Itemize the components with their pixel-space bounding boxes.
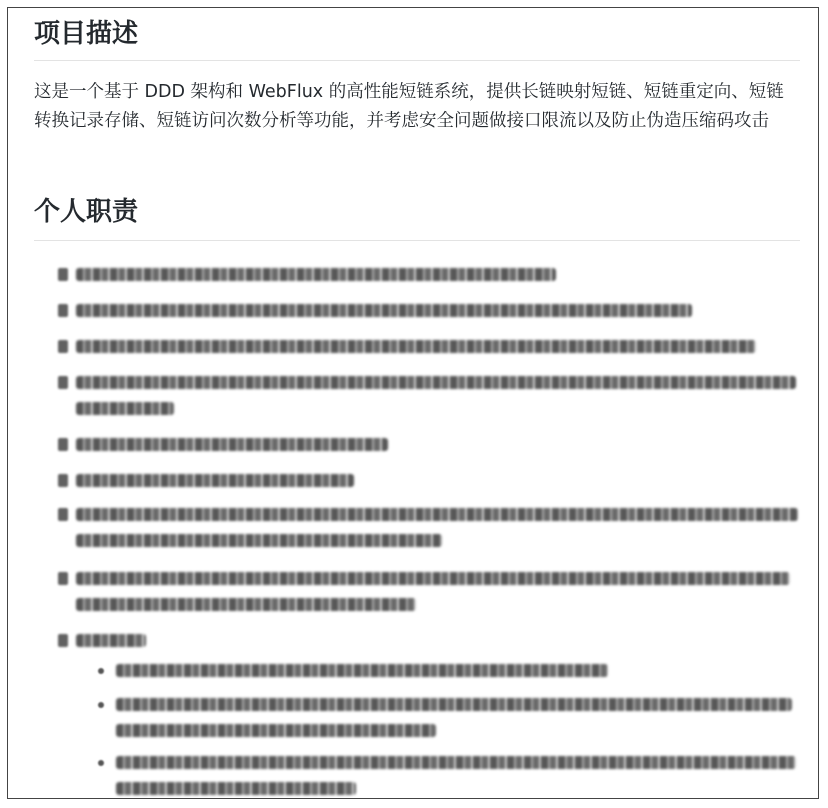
list-item-line	[76, 268, 556, 281]
list-item-line	[116, 756, 796, 769]
list-item-line	[76, 402, 174, 415]
list-number	[58, 340, 68, 353]
sub-bullet	[98, 668, 104, 674]
list-number	[58, 572, 68, 585]
list-item-line	[76, 438, 388, 451]
project-description-heading: 项目描述	[34, 19, 139, 49]
list-item-line	[76, 634, 146, 647]
list-number	[58, 376, 68, 389]
list-item-line	[76, 376, 796, 389]
list-item-line	[76, 508, 798, 521]
list-item-line	[76, 340, 756, 353]
list-item-line	[116, 698, 792, 711]
heading-divider	[34, 240, 800, 241]
list-number	[58, 438, 68, 451]
list-item-line	[116, 664, 608, 677]
list-item-line	[76, 534, 442, 547]
document-frame	[7, 7, 819, 799]
list-number	[58, 634, 68, 647]
responsibilities-heading: 个人职责	[34, 197, 139, 227]
list-number	[58, 508, 68, 521]
project-description-paragraph: 这是一个基于 DDD 架构和 WebFlux 的高性能短链系统，提供长链映射短链、短链重定向、短链转换记录存储、短链访问次数分析等功能，并考虑安全问题做接口限流以及防止伪造压缩码攻击	[34, 82, 784, 131]
sub-bullet	[98, 702, 104, 708]
list-item-line	[116, 724, 436, 737]
list-item-line	[76, 474, 354, 487]
list-number	[58, 304, 68, 317]
list-item-line	[76, 572, 790, 585]
list-item-line	[116, 782, 356, 795]
list-number	[58, 268, 68, 281]
sub-bullet	[98, 760, 104, 766]
list-item-line	[76, 598, 416, 611]
heading-divider	[34, 60, 800, 61]
list-item-line	[76, 304, 692, 317]
list-number	[58, 474, 68, 487]
